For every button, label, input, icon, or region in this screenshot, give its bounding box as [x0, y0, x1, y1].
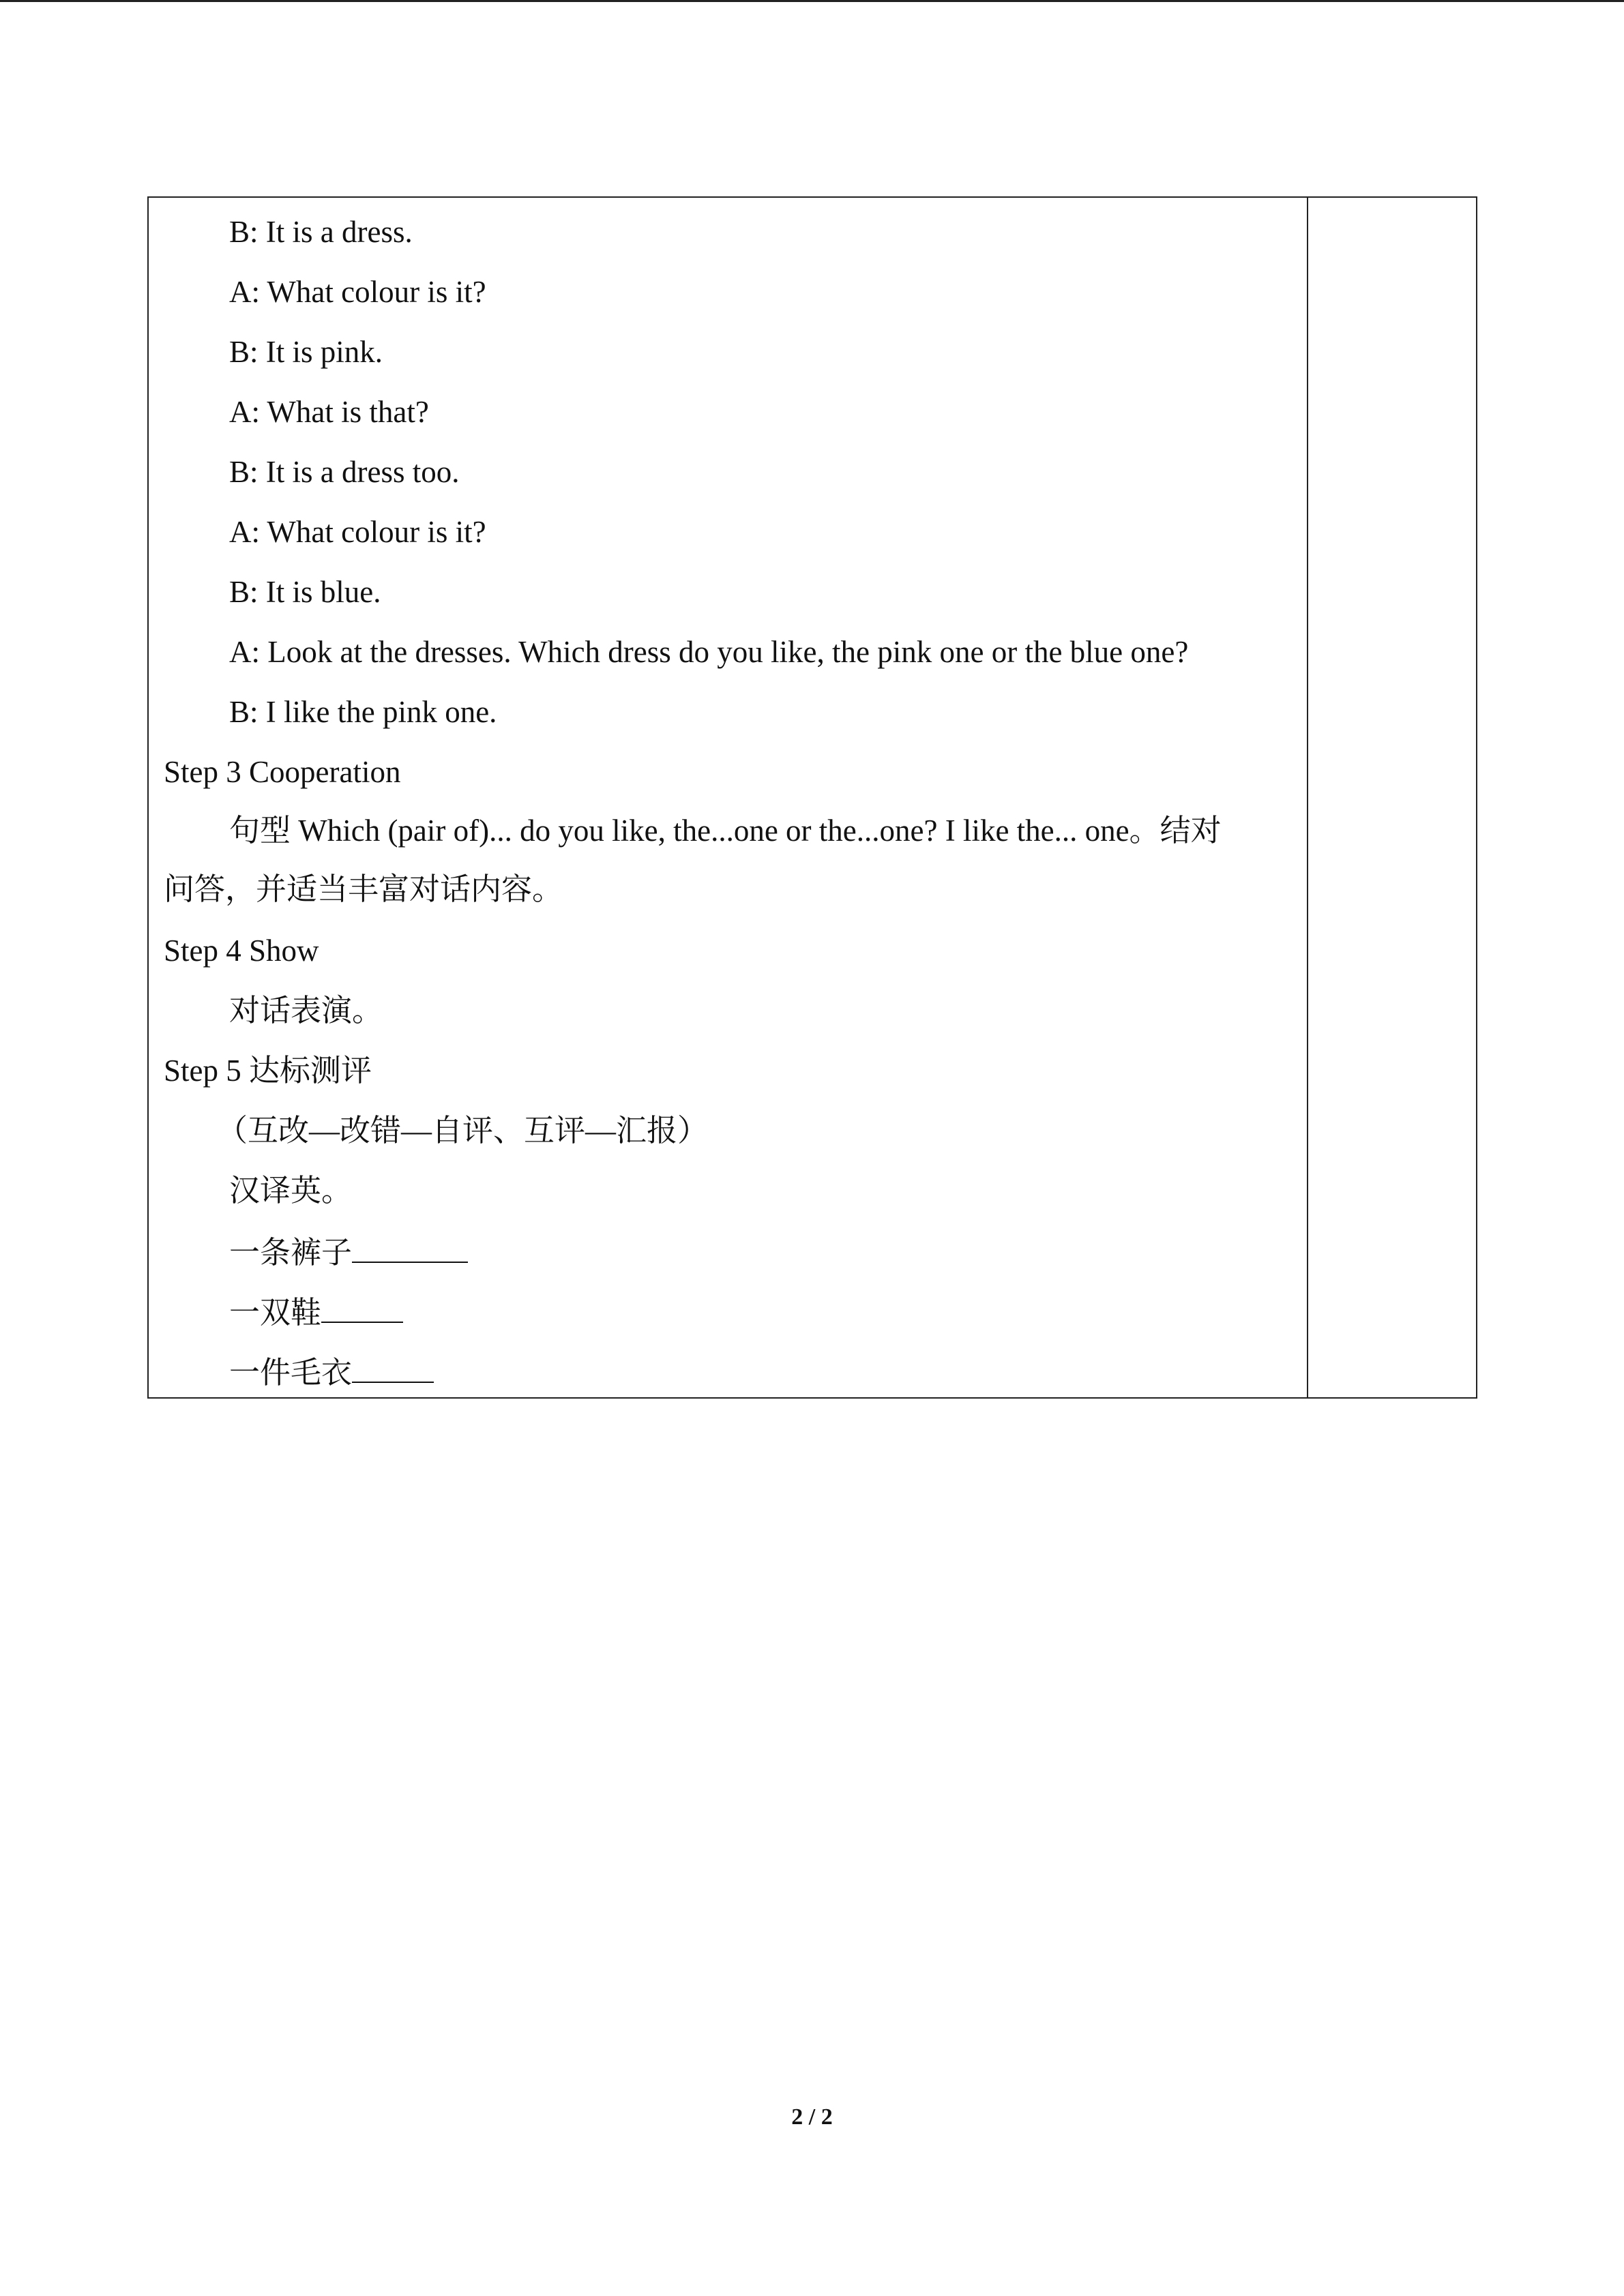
answer-blank [352, 1232, 468, 1263]
exercise-item-text: 一条裤子 [229, 1236, 353, 1270]
step3-text-line2: 问答，并适当丰富对话内容。 [164, 872, 563, 906]
dialogue-line: B: It is a dress. [229, 215, 413, 249]
dialogue-line: A: What colour is it? [229, 275, 486, 309]
exercise-item [229, 1352, 434, 1392]
exercise-item [229, 1292, 403, 1332]
procedure-cell [149, 198, 1307, 1397]
dialogue-line: A: What colour is it? [229, 515, 486, 549]
answer-blank [352, 1352, 434, 1383]
dialogue-line: A: What is that? [229, 395, 429, 429]
dialogue-line: B: It is blue. [229, 575, 381, 609]
step5-instruction: 汉译英。 [229, 1174, 353, 1208]
page-top-border [0, 0, 1624, 2]
column-divider [1307, 198, 1308, 1397]
step4-text: 对话表演。 [229, 994, 383, 1028]
page-number: 2 / 2 [791, 2104, 833, 2130]
dialogue-line: A: Look at the dresses. Which dress do you like, the pink one or the blue one? [229, 635, 1189, 669]
exercise-item-text: 一双鞋 [229, 1296, 322, 1330]
dialogue-line: B: It is a dress too. [229, 455, 460, 489]
lesson-plan-table [147, 196, 1477, 1399]
step5-heading: Step 5 达标测评 [164, 1054, 372, 1088]
exercise-item-text: 一件毛衣 [229, 1356, 353, 1390]
step5-note: （互改—改错—自评、互评—汇报） [217, 1114, 709, 1148]
dialogue-line: B: It is pink. [229, 335, 383, 369]
step3-text-line1: 句型 Which (pair of)... do you like, the...one or the...one? I like the... one。结对 [229, 814, 1222, 848]
step4-heading: Step 4 Show [164, 934, 319, 968]
dialogue-line: B: I like the pink one. [229, 695, 497, 729]
exercise-item [229, 1232, 468, 1272]
answer-blank [321, 1292, 403, 1323]
step3-heading: Step 3 Cooperation [164, 755, 401, 789]
